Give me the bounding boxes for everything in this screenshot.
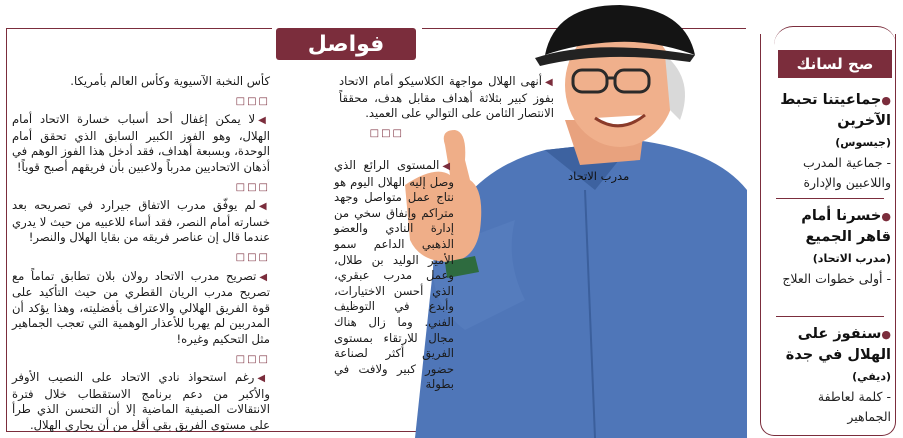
paragraph: ◀أنهى الهلال مواجهة الكلاسيكو أمام الاتحاد بفوز كبير بثلاثة أهداف مقابل هدف، محققاً الانتصار الثامن على التوالي على العميد. <box>339 74 554 121</box>
separator: □□□ <box>369 127 404 139</box>
photo-caption: مدرب الاتحاد <box>568 169 630 183</box>
sidebar-text: - جماعية المدرب واللاعبين والإدارة <box>802 155 891 190</box>
divider <box>776 198 884 199</box>
section-title: فواصل <box>276 28 416 60</box>
left-column <box>12 74 270 437</box>
sidebar-entry <box>773 90 891 193</box>
sidebar-text: - كلمة لعاطفة الجماهير <box>817 389 891 424</box>
separator: □□□ <box>235 181 270 193</box>
bullet-icon: ◀ <box>258 201 270 213</box>
bullet-icon: ◀ <box>257 373 270 385</box>
middle-column-wrap <box>334 158 454 397</box>
paragraph: ◀رغم استحواذ نادي الاتحاد على النصيب الأوفر والأكبر من دعم برنامج الاستقطاب خلال فترة الانتقالات الصيفية الماضية إلا أن التحسن الذي طرأ على مستوى الفريق بقي أقل من أن يجاري الهلال. <box>12 370 270 432</box>
sidebar-headline: ●خسرنا أمام قاهر الجميع <box>801 208 891 245</box>
paragraph: ◀لم يوفّق مدرب الاتفاق جيرارد في تصريحه بعد خسارته أمام النصر، فقد أساء للاعبيه من حيث لا يدري عندما قال إن عناصر فريقه من بقايا الهلال والنصر! <box>12 198 270 245</box>
sidebar-entry <box>773 324 891 427</box>
bullet-icon: ◀ <box>442 161 454 172</box>
bullet-icon: ◀ <box>258 115 270 127</box>
separator: □□□ <box>235 95 270 107</box>
divider <box>776 316 884 317</box>
separator: □□□ <box>235 353 270 365</box>
sidebar-headline: ●جماعيتنا تحبط الآخرين <box>780 92 891 129</box>
middle-column <box>334 74 554 144</box>
sidebar-text: - أولى خطوات العلاج <box>782 271 891 286</box>
separator: □□□ <box>235 251 270 263</box>
sidebar-source: (ديفي) <box>852 370 891 383</box>
dot-icon: ● <box>881 94 891 107</box>
bullet-icon: ◀ <box>259 271 270 283</box>
paragraph: ◀لا يمكن إغفال أحد أسباب خسارة الاتحاد أمام الهلال، وهو الفوز الكبير السابق الذي تحقق أمام الوحدة، وبسبعة أهداف، فقد أدخل هذا الفوز الوهم في أذهان الاتحاديين مدرباً ولاعبين بأن فريقهم أصبح قوياً! <box>12 112 270 174</box>
sidebar-source: (جيسوس) <box>835 136 891 149</box>
bullet-icon: ◀ <box>545 77 554 88</box>
sidebar-headline: ●سنفوز على الهلال في جدة <box>785 326 891 363</box>
paragraph: ◀المستوى الرائع الذي وصل إليه الهلال اليوم هو نتاج عمل متواصل وجهد متراكم وإنفاق سخي من إدارة النادي والعضو الذهبي الداعم سمو الأمير الوليد بن طلال، وعمل مدرب عبقري، الذي أحسن الاختيارات، وأبدع في التوظيف الفني. وما زال هناك مجال للارتقاء بمستوى الفريق أكثر لصناعة حضور كبير ولافت في بطولة <box>334 158 454 392</box>
sidebar-source: (مدرب الاتحاد) <box>812 252 891 265</box>
dot-icon: ● <box>881 328 891 341</box>
intro-text: كأس النخبة الآسيوية وكأس العالم بأمريكا. <box>70 74 270 88</box>
sidebar-title: صح لسانك <box>778 50 892 78</box>
sidebar-entry <box>773 206 891 289</box>
dot-icon: ● <box>881 210 891 223</box>
paragraph: ◀تصريح مدرب الاتحاد رولان بلان تطابق تماماً مع تصريح مدرب الريان القطري من حيث التأكيد على قوة الفريق الهلالي والاعتراف بأفضليته، وهذا يؤكد أن المدربين لم يهربا للأعذار الوهمية التي تعجب الجماهير مثل التحكيم وغيره! <box>12 268 270 346</box>
